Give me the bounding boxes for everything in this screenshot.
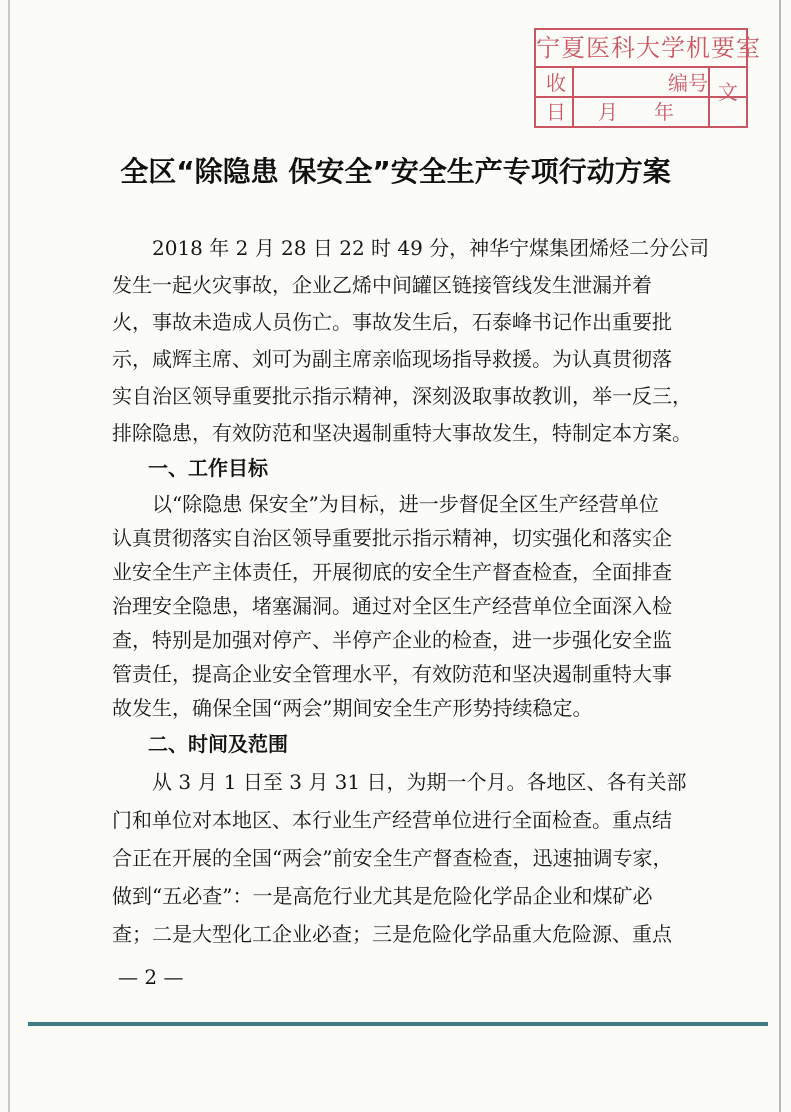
body-line: 查，特别是加强对停产、半停产企业的检查，进一步强化安全监 <box>112 628 672 652</box>
stamp-date-day: 日 <box>546 100 566 124</box>
body-line: 实自治区领导重要批示指示精神，深刻汲取事故教训，举一反三， <box>112 384 692 408</box>
body-line: 以“除隐患 保安全”为目标，进一步督促全区生产经营单位 <box>112 492 659 516</box>
document-title: 全区“除隐患 保安全”安全生产专项行动方案 <box>120 155 671 188</box>
stamp-date-year: 年 <box>654 100 674 124</box>
footer-rule <box>28 1022 768 1026</box>
receipt-stamp <box>534 28 761 128</box>
body-line: 认真贯彻落实自治区领导重要批示指示精神，切实强化和落实企 <box>112 526 672 550</box>
body-line: 查；二是大型化工企业必查；三是危险化学品重大危险源、重点 <box>112 922 672 946</box>
section-heading: 一、工作目标 <box>148 456 268 480</box>
body-line: 2018 年 2 月 28 日 22 时 49 分，神华宁煤集团烯烃二分公司 <box>112 236 710 260</box>
stamp-date-month: 月 <box>598 100 618 124</box>
page-number: — 2 — <box>118 965 184 989</box>
body-line: 治理安全隐患，堵塞漏洞。通过对全区生产经营单位全面深入检 <box>112 594 672 618</box>
body-line: 合正在开展的全国“两会”前安全生产督查检查，迅速抽调专家， <box>112 846 673 870</box>
stamp-label-receive: 收 <box>546 71 566 95</box>
body-line: 火，事故未造成人员伤亡。事故发生后，石泰峰书记作出重要批 <box>112 310 672 334</box>
body-line: 门和单位对本地区、本行业生产经营单位进行全面检查。重点结 <box>112 808 672 832</box>
section-heading: 二、时间及范围 <box>148 732 288 756</box>
body-line: 排除隐患，有效防范和坚决遏制重特大事故发生，特制定本方案。 <box>112 421 692 445</box>
body-line: 管责任，提高企业安全管理水平，有效防范和坚决遏制重特大事 <box>112 662 672 686</box>
stamp-institution: 宁夏医科大学机要室 <box>536 30 746 68</box>
stamp-row-date <box>536 98 746 126</box>
body-line: 发生一起火灾事故，企业乙烯中间罐区链接管线发生泄漏并着 <box>112 273 652 297</box>
stamp-divider <box>708 68 710 126</box>
stamp-divider <box>572 68 574 126</box>
stamp-label-number: 编号 <box>668 71 708 95</box>
stamp-row-number <box>536 68 746 98</box>
body-line: 业安全生产主体责任，开展彻底的安全生产督查检查，全面排查 <box>112 560 672 584</box>
body-line: 示，咸辉主席、刘可为副主席亲临现场指导救援。为认真贯彻落 <box>112 347 672 371</box>
body-line: 故发生，确保全国“两会”期间安全生产形势持续稳定。 <box>112 696 593 720</box>
body-line: 从 3 月 1 日至 3 月 31 日，为期一个月。各地区、各有关部 <box>112 770 687 794</box>
body-line: 做到“五必查”：一是高危行业尤其是危险化学品企业和煤矿必 <box>112 884 653 908</box>
stamp-label-doc: 文 <box>718 80 738 104</box>
